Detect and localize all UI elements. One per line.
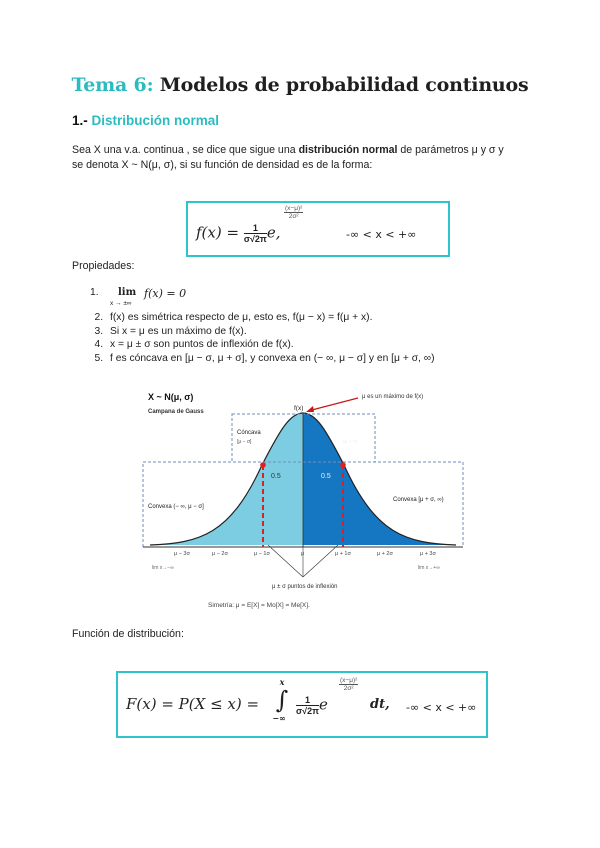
properties-heading: Propiedades: — [72, 260, 135, 272]
convex-left-label: Convexa (− ∞, μ − σ] — [148, 504, 204, 510]
max-arrowhead — [306, 406, 314, 412]
property-1-lim: lim — [118, 287, 137, 298]
density-frac-den: σ√2π — [243, 234, 267, 244]
intro-line1-bold: distribución normal — [298, 144, 398, 156]
integral-lower: −∞ — [272, 713, 286, 723]
inflection-note: μ ± σ puntos de inflexión — [272, 584, 338, 590]
density-formula-box — [186, 201, 450, 257]
distribution-lhs: F(x) = P(X ≤ x) = — [126, 695, 260, 713]
density-fraction — [244, 223, 267, 244]
symmetry-note: Simetría: μ = E[X] = Mo[X] = Me[X]. — [208, 602, 310, 609]
density-exponent — [284, 205, 303, 220]
distribution-range: -∞ < x < +∞ — [406, 701, 477, 714]
inflection-arrow-right — [303, 545, 338, 577]
integral — [272, 677, 292, 723]
property-item: 2. f(x) es simétrica respecto de μ, esto es, f(μ − x) = f(μ + x). — [106, 311, 550, 325]
tick-label: μ + 3σ — [420, 551, 436, 557]
concave-left-interval: [μ − σ] — [237, 439, 252, 445]
max-note: μ es un máximo de f(x) — [362, 394, 424, 400]
intro-line2: se denota X ~ N(μ, σ), si su función de densidad es de la forma: — [72, 159, 373, 171]
inflection-left-point — [260, 462, 266, 468]
inflection-arrow-left — [268, 545, 303, 577]
section-heading — [72, 113, 219, 128]
intro-line1-a: Sea X una v.a. continua , se dice que sigue una — [72, 144, 299, 156]
tick-label: μ + 2σ — [377, 551, 393, 557]
distribution-e: e — [319, 695, 328, 714]
distribution-fraction — [296, 695, 319, 716]
gauss-bell-figure — [140, 385, 470, 610]
density-exp-num: (x−μ)² — [285, 205, 303, 212]
fx-label: f(x) — [294, 405, 304, 412]
tick-label: μ − 3σ — [174, 551, 190, 557]
density-comma: , — [275, 223, 281, 242]
intro-line1-c: de parámetros μ y σ y — [397, 144, 504, 156]
density-formula — [196, 223, 281, 244]
integral-upper: x — [279, 677, 285, 687]
title-rest: Modelos de probabilidad continuos — [153, 74, 529, 96]
property-item: 5. f es cóncava en [μ − σ, μ + σ], y convexa en (− ∞, μ − σ] y en [μ + σ, ∞) — [106, 352, 550, 366]
lim-right-label: lim x→+∞ — [418, 565, 440, 571]
right-half-label: 0.5 — [321, 473, 331, 480]
tick-label: μ — [301, 551, 305, 557]
concave-left-label: Cóncava — [237, 430, 261, 436]
density-frac-num: 1 — [244, 223, 267, 234]
distribution-exponent — [339, 677, 358, 692]
title-tema: Tema 6: — [71, 74, 154, 96]
property-1-sub: x → ±∞ — [110, 300, 132, 307]
properties-list — [90, 311, 550, 365]
distribution-integrand — [296, 695, 328, 716]
tick-label: μ − 1σ — [254, 551, 270, 557]
distribution-exp-den: 2σ² — [343, 685, 354, 692]
distribution-frac-den: σ√2π — [296, 706, 319, 716]
property-item: 3. Si x = μ es un máximo de f(x). — [106, 325, 550, 339]
convex-right-label: Convexa [μ + σ, ∞) — [393, 497, 444, 503]
section-number: 1.- — [72, 113, 88, 128]
density-range: -∞ < x < +∞ — [346, 228, 417, 241]
concave-right-interval: [μ + σ] — [343, 439, 358, 445]
density-exp-den: 2σ² — [288, 213, 299, 220]
distribution-exp-num: (x−μ)² — [340, 677, 358, 684]
intro-paragraph — [72, 143, 542, 173]
integral-sign-icon: ∫ — [275, 686, 289, 714]
page-title — [0, 74, 600, 96]
section-name: Distribución normal — [87, 113, 220, 128]
property-item: 4. x = μ ± σ son puntos de inflexión de f(x). — [106, 338, 550, 352]
density-lhs: f(x) = — [196, 223, 244, 242]
left-half-label: 0.5 — [271, 473, 281, 480]
figure-heading: X ~ N(μ, σ) — [148, 392, 194, 402]
distribution-frac-num: 1 — [296, 695, 319, 706]
distribution-formula — [126, 695, 259, 714]
inflection-right-point — [340, 462, 346, 468]
figure-subheading: Campana de Gauss — [148, 409, 204, 415]
max-arrow — [308, 398, 358, 411]
tick-label: μ − 2σ — [212, 551, 228, 557]
concave-right-label: Cóncava — [341, 430, 365, 436]
distribution-formula-box — [116, 671, 488, 738]
property-1-expr: f(x) = 0 — [144, 287, 187, 300]
distribution-heading: Función de distribución: — [72, 628, 184, 640]
density-e: e — [266, 223, 276, 242]
distribution-dt: dt, — [370, 697, 390, 712]
tick-label: μ + 1σ — [335, 551, 351, 557]
lim-left-label: lim x→−∞ — [152, 565, 174, 571]
